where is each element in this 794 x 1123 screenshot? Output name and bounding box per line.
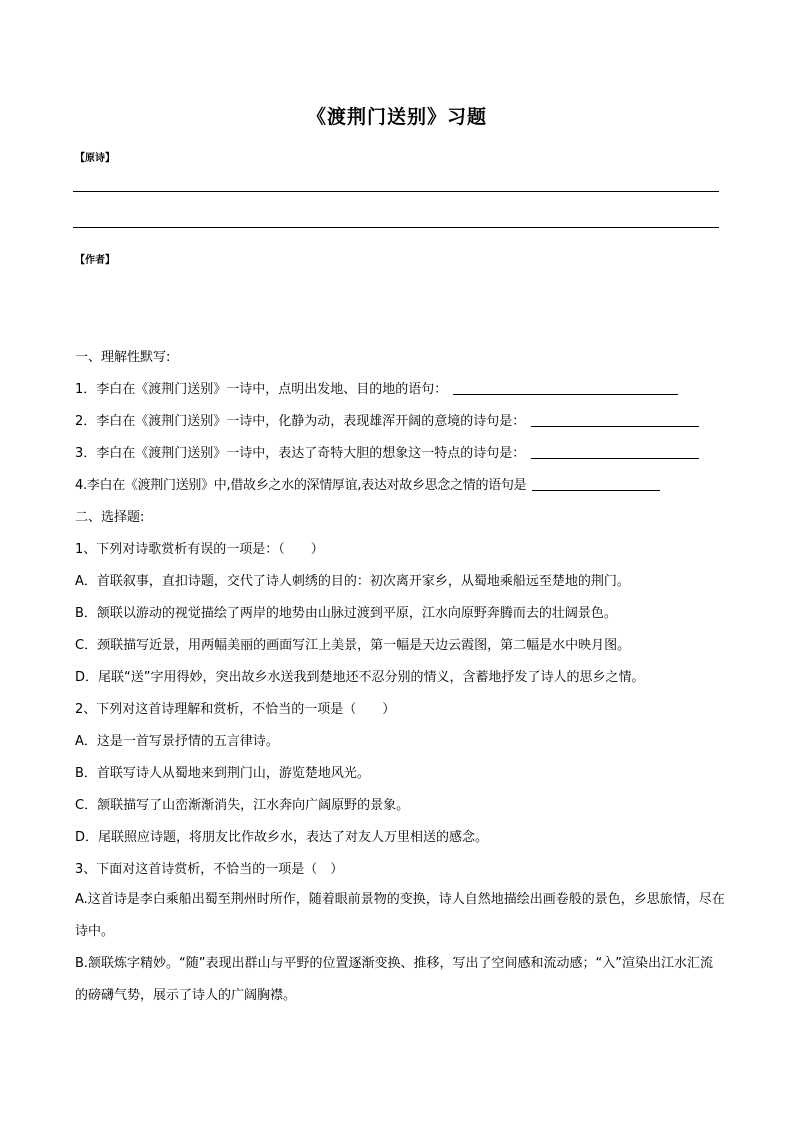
answer-rule-2 — [73, 227, 719, 228]
fill-question-2 — [75, 410, 699, 429]
original-poem-tag: 【原诗】 — [75, 153, 115, 164]
section2-heading: 二、选择题: — [75, 510, 145, 525]
fill-blank-3[interactable] — [531, 445, 699, 459]
section1-heading: 一、理解性默写: — [75, 350, 171, 365]
question-3-option-b: B.颔联炼字精妙。“随”表现出群山与平野的位置逐渐变换、推移，写出了空间感和流动感；“入”渲染出江水汇流的磅礴气势，展示了诗人的广阔胸襟。 — [75, 956, 713, 1003]
question-2-stem: 2、下列对这首诗理解和赏析，不恰当的一项是（ ） — [75, 702, 396, 717]
fill-blank-2[interactable] — [531, 413, 699, 427]
question-2-option-d: D．尾联照应诗题，将朋友比作故乡水，表达了对友人万里相送的感念。 — [75, 830, 489, 845]
question-1-option-b: B．颔联以游动的视觉描绘了两岸的地势由山脉过渡到平原，江水向原野奔腾而去的壮阔景色。 — [75, 606, 617, 621]
question-2-option-a: A．这是一首写景抒情的五言律诗。 — [75, 734, 279, 749]
fill-question-1-text: 1．李白在《渡荆门送别》一诗中，点明出发地、目的地的语句： — [75, 382, 448, 397]
page-title: 《渡荆门送别》习题 — [306, 106, 487, 128]
fill-question-3 — [75, 442, 699, 461]
question-1-option-a: A．首联叙事，直扣诗题，交代了诗人刺绣的目的：初次离开家乡，从蜀地乘船远至楚地的荆门。 — [75, 574, 630, 589]
fill-blank-4[interactable] — [532, 477, 660, 491]
fill-question-2-text: 2．李白在《渡荆门送别》一诗中，化静为动，表现雄浑开阔的意境的诗句是： — [75, 414, 526, 429]
fill-question-4 — [75, 474, 660, 493]
fill-blank-1[interactable] — [453, 381, 678, 395]
answer-rule-1 — [73, 191, 719, 192]
fill-question-1 — [75, 378, 678, 397]
author-tag: 【作者】 — [75, 255, 115, 266]
question-1-stem: 1、下列对诗歌赏析有误的一项是：（ ） — [75, 542, 324, 557]
question-1-option-c: C．颈联描写近景，用两幅美丽的画面写江上美景，第一幅是天边云霞图，第二幅是水中映月图。 — [75, 638, 631, 653]
fill-question-3-text: 3．李白在《渡荆门送别》一诗中，表达了奇特大胆的想象这一特点的诗句是： — [75, 446, 526, 461]
question-2-option-b: B．首联写诗人从蜀地来到荆门山，游览楚地风光。 — [75, 766, 370, 781]
question-1-option-d: D．尾联“送”字用得妙，突出故乡水送我到楚地还不忍分别的情义，含蓄地抒发了诗人的思乡之情。 — [75, 670, 645, 685]
question-3-option-a: A.这首诗是李白乘船出蜀至荆州时所作，随着眼前景物的变换，诗人自然地描绘出画卷般的景色，乡思旅情，尽在诗中。 — [75, 892, 725, 939]
question-3-stem: 3、下面对这首诗赏析，不恰当的一项是（ ） — [75, 862, 344, 877]
fill-question-4-text: 4.李白在《渡荆门送别》中,借故乡之水的深情厚谊,表达对故乡思念之情的语句是 — [75, 478, 527, 493]
question-2-option-c: C．颔联描写了山峦渐渐消失，江水奔向广阔原野的景象。 — [75, 798, 410, 813]
